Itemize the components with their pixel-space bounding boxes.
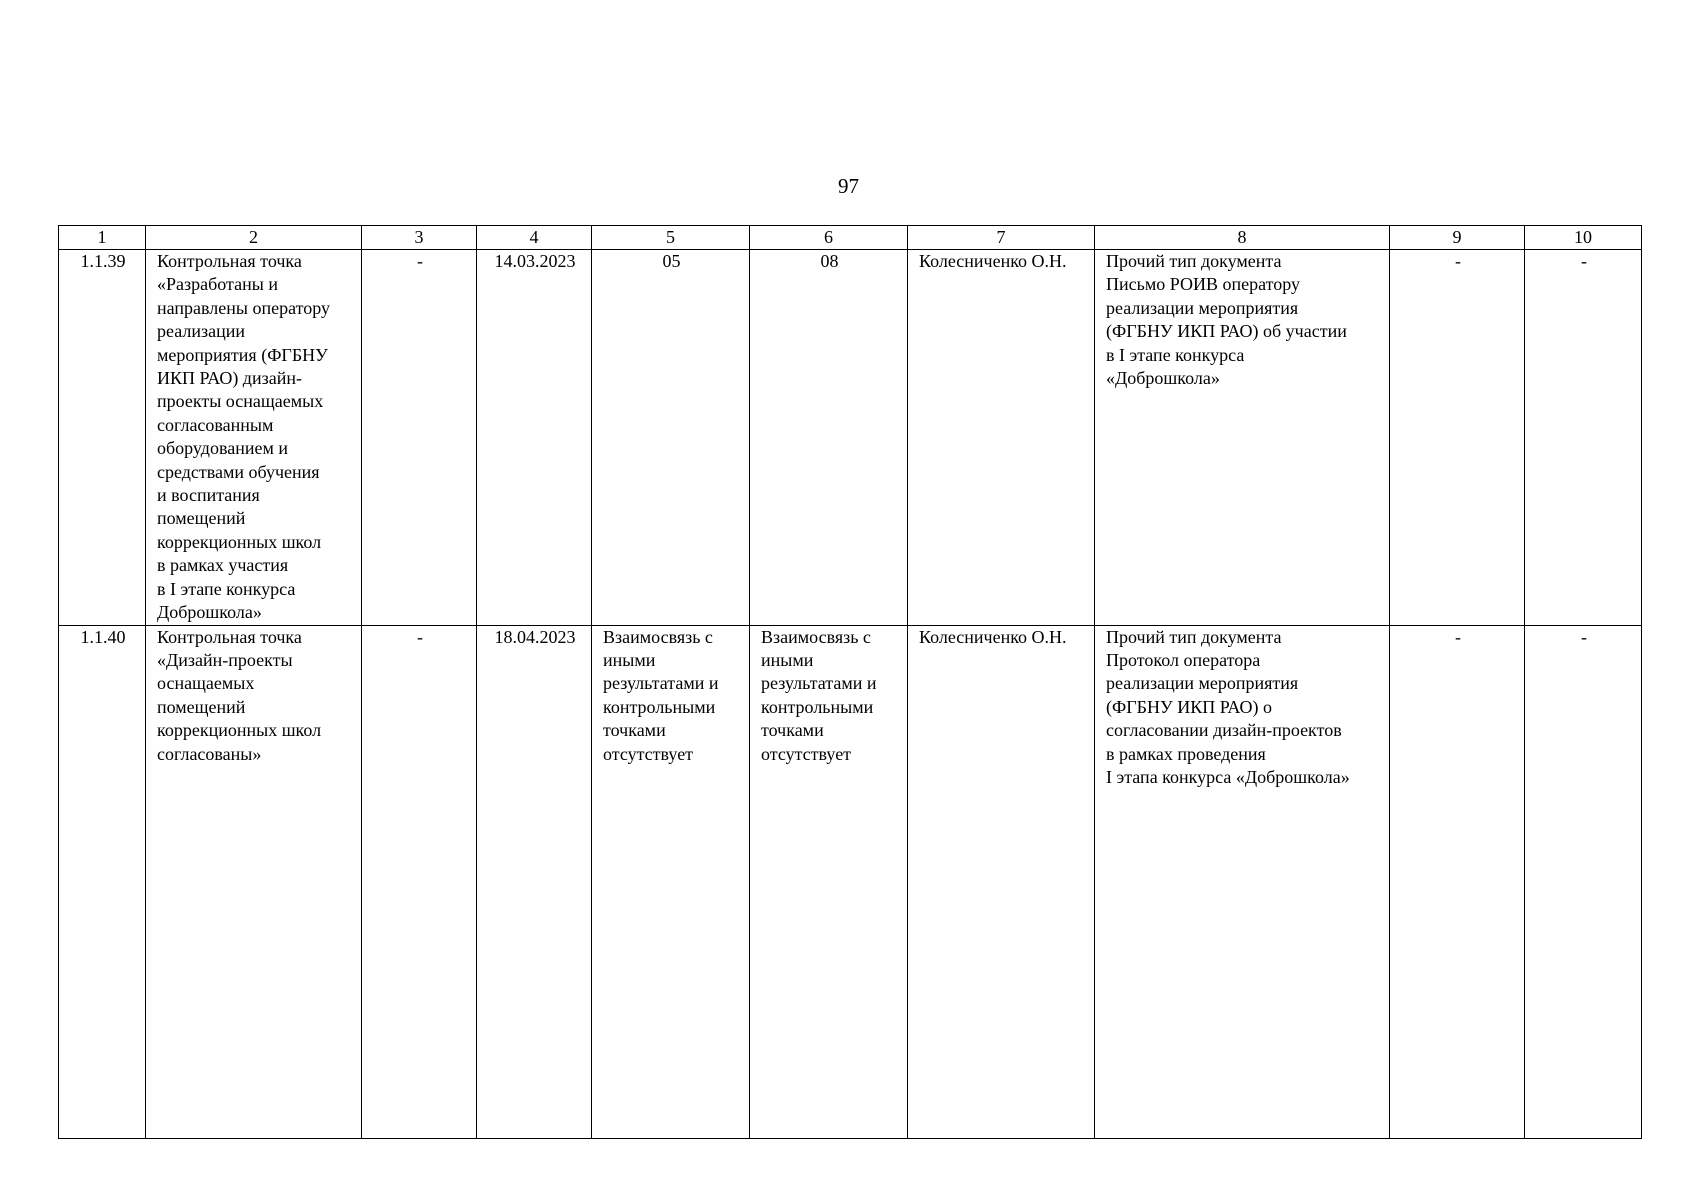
responsible-cell: Колесниченко О.Н.: [908, 250, 1095, 626]
cell-text-line: согласованным: [157, 414, 274, 435]
column-6-cell: [750, 625, 908, 1138]
document-type-cell: [1095, 625, 1390, 1138]
cell-text-line: Прочий тип документа: [1106, 626, 1282, 647]
cell-text-line: направлены оператору: [157, 297, 331, 318]
cell-text-line: ИКП РАО) дизайн-: [157, 368, 302, 389]
cell-text-line: результатами и: [761, 673, 877, 694]
item-number-cell: 1.1.40: [59, 625, 146, 1138]
cell-text-line: в рамках проведения: [1106, 743, 1266, 764]
column-10-cell: -: [1525, 625, 1642, 1138]
cell-text-line: коррекционных школ: [157, 720, 322, 741]
cell-text-line: точками: [761, 720, 824, 741]
cell-text-line: «Дизайн-проекты: [157, 649, 293, 670]
cell-text-line: точками: [603, 720, 666, 741]
cell-text-line: 08: [820, 251, 839, 271]
cell-text-line: отсутствует: [761, 743, 852, 764]
cell-text-line: коррекционных школ: [157, 531, 322, 552]
column-3-cell: -: [362, 250, 477, 626]
cell-text-line: оборудованием и: [157, 438, 288, 459]
cell-text-line: иными: [761, 649, 814, 670]
cell-text-line: Взаимосвязь с: [761, 626, 871, 647]
cell-text-line: в I этапе конкурса: [157, 578, 296, 599]
cell-text-line: контрольными: [603, 696, 716, 717]
cell-text-line: иными: [603, 649, 656, 670]
column-header: 9: [1390, 226, 1525, 250]
cell-text-line: реализации мероприятия: [1106, 297, 1299, 318]
cell-text-line: реализации мероприятия: [1106, 673, 1299, 694]
date-cell: 14.03.2023: [477, 250, 592, 626]
column-header: 8: [1095, 226, 1390, 250]
cell-text-line: согласовании дизайн-проектов: [1106, 720, 1342, 741]
document-type-cell: [1095, 250, 1390, 626]
column-header: 5: [592, 226, 750, 250]
column-9-cell: -: [1390, 250, 1525, 626]
cell-text-line: отсутствует: [603, 743, 694, 764]
cell-text-line: «Разработаны и: [157, 274, 278, 295]
column-10-cell: -: [1525, 250, 1642, 626]
table-row: [59, 625, 1642, 1138]
cell-text-line: Доброшкола»: [157, 602, 262, 623]
cell-text-line: Прочий тип документа: [1106, 251, 1282, 271]
cell-text-line: помещений: [157, 696, 246, 717]
cell-text-line: контрольными: [761, 696, 874, 717]
cell-text-line: результатами и: [603, 673, 719, 694]
cell-text-line: «Доброшкола»: [1106, 368, 1220, 389]
cell-text-line: (ФГБНУ ИКП РАО) об участии: [1106, 321, 1347, 342]
cell-text-line: (ФГБНУ ИКП РАО) о: [1106, 696, 1273, 717]
column-header: 3: [362, 226, 477, 250]
cell-text-line: средствами обучения: [157, 461, 320, 482]
cell-text-line: оснащаемых: [157, 673, 255, 694]
cell-text-line: Контрольная точка: [157, 251, 302, 271]
cell-text-line: Протокол оператора: [1106, 649, 1261, 670]
table-row: [59, 250, 1642, 626]
cell-text-line: в рамках участия: [157, 555, 289, 576]
column-5-cell: [592, 625, 750, 1138]
column-header: 1: [59, 226, 146, 250]
cell-text-line: Контрольная точка: [157, 626, 302, 647]
cell-text-line: реализации: [157, 321, 245, 342]
cell-text-line: помещений: [157, 508, 246, 529]
column-header: 2: [146, 226, 362, 250]
column-6-cell: [750, 250, 908, 626]
item-number-cell: 1.1.39: [59, 250, 146, 626]
cell-text-line: Взаимосвязь с: [603, 626, 713, 647]
header-row: [59, 226, 1642, 250]
cell-text-line: 05: [662, 251, 681, 271]
cell-text-line: проекты оснащаемых: [157, 391, 324, 412]
cell-text-line: и воспитания: [157, 485, 260, 506]
date-cell: 18.04.2023: [477, 625, 592, 1138]
column-5-cell: [592, 250, 750, 626]
responsible-cell: Колесниченко О.Н.: [908, 625, 1095, 1138]
column-header: 7: [908, 226, 1095, 250]
column-header: 4: [477, 226, 592, 250]
cell-text-line: Письмо РОИВ оператору: [1106, 274, 1300, 295]
column-9-cell: -: [1390, 625, 1525, 1138]
control-point-name-cell: [146, 625, 362, 1138]
cell-text-line: I этапа конкурса «Доброшкола»: [1106, 766, 1350, 787]
column-header: 6: [750, 226, 908, 250]
control-points-table: [58, 225, 1642, 1139]
cell-text-line: мероприятия (ФГБНУ: [157, 344, 328, 365]
column-header: 10: [1525, 226, 1642, 250]
control-point-name-cell: [146, 250, 362, 626]
page-number: 97: [838, 174, 859, 198]
cell-text-line: в I этапе конкурса: [1106, 344, 1245, 365]
cell-text-line: согласованы»: [157, 743, 262, 764]
column-3-cell: -: [362, 625, 477, 1138]
